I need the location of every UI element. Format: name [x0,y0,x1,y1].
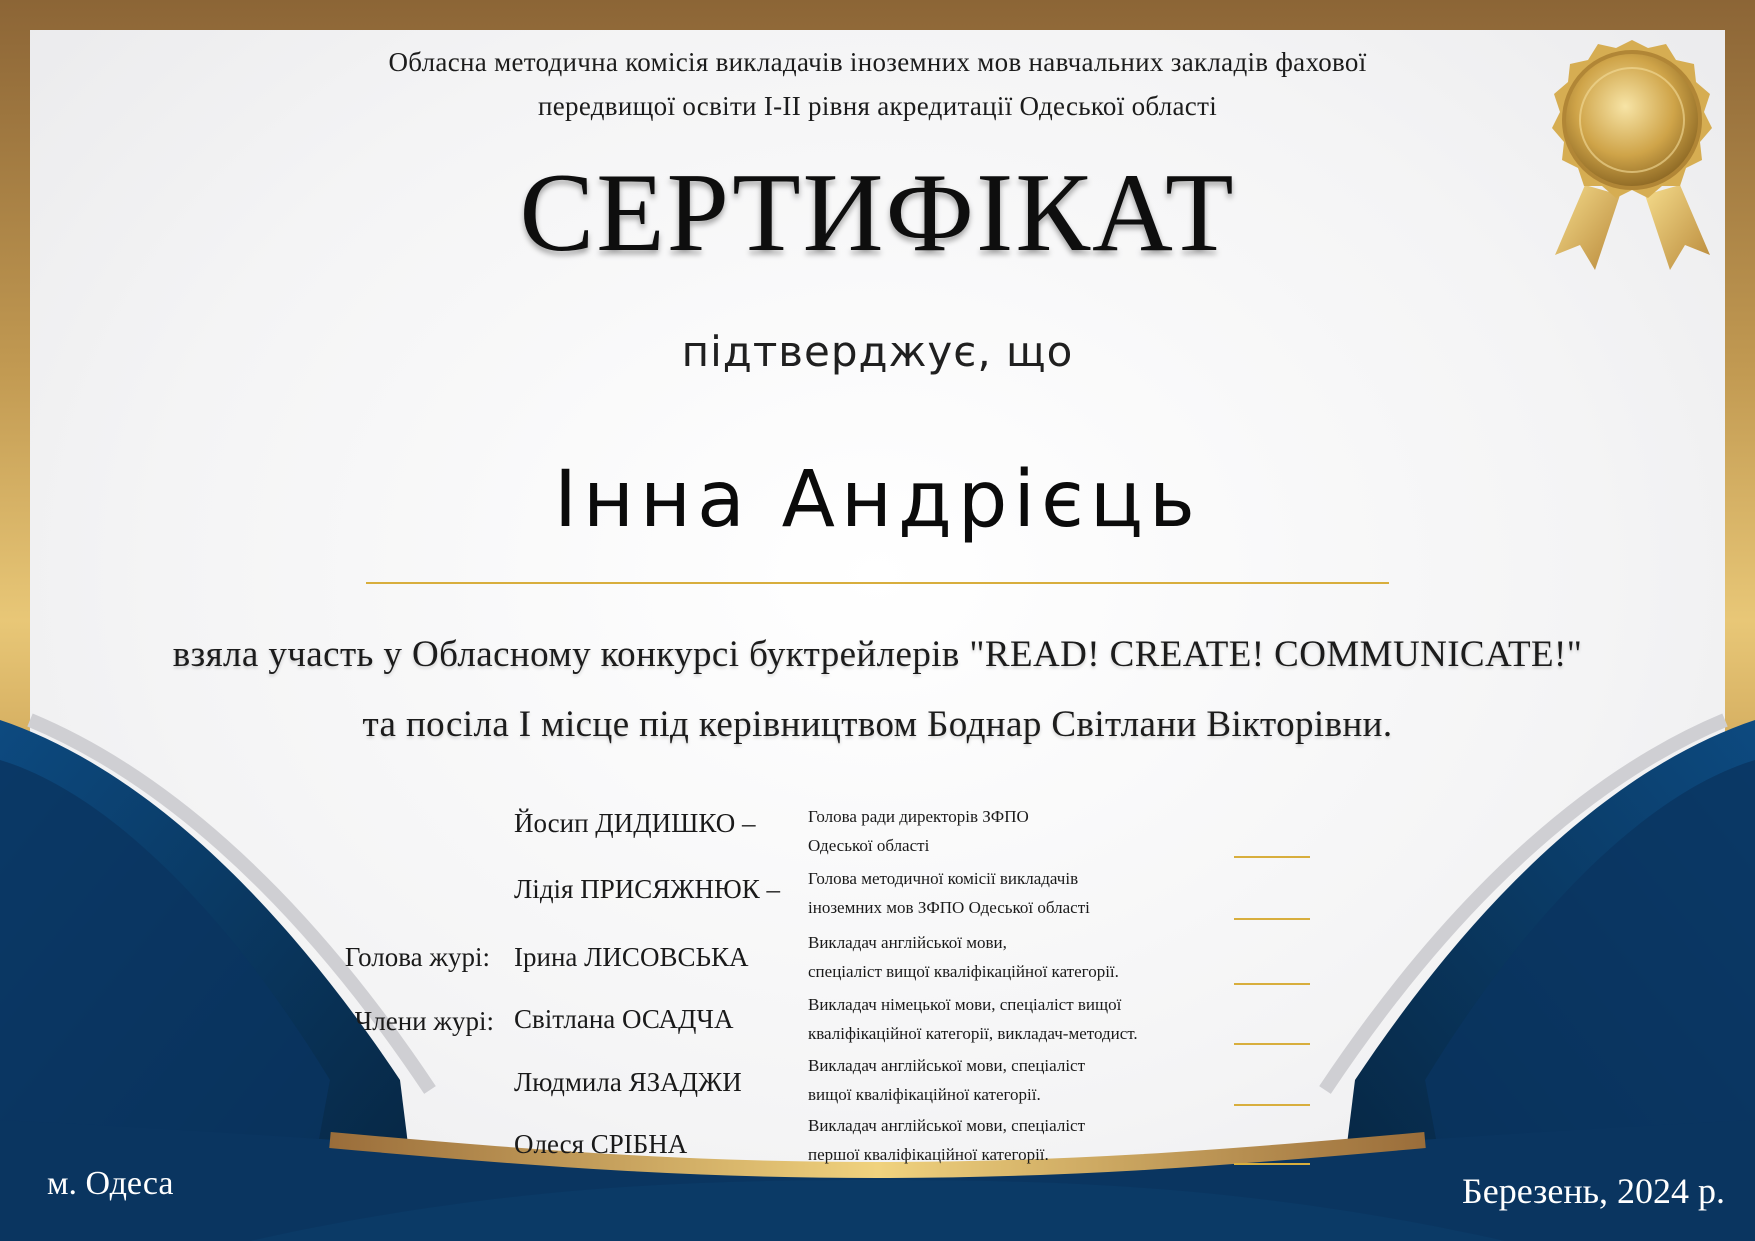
signatory-name: Йосип ДИДИШКО – [514,808,756,838]
signature-line [1234,983,1310,985]
signatory-role-line-1: Голова методичної комісії викладачів [808,869,1079,888]
recipient-name: Інна Андрієць [554,455,1201,545]
signatory-name: Світлана ОСАДЧА [514,1004,734,1034]
organization-line-1: Обласна методична комісія викладачів іноземних мов навчальних закладів фахової [388,47,1367,77]
signatory-role-line-1: Викладач англійської мови, спеціаліст [808,1056,1086,1075]
signatory-role [808,990,1138,1048]
signature-line [1234,1043,1310,1045]
signatory-role-line-1: Викладач англійської мови, спеціаліст [808,1116,1086,1135]
date-label: Березень, 2024 р. [1462,1171,1725,1211]
achievement-description [0,620,1755,760]
signature-line [1234,1163,1310,1165]
signatory-role-line-1: Викладач німецької мови, спеціаліст вищої [808,995,1122,1014]
signatory-role-line-2: вищої кваліфікаційної категорії. [808,1085,1041,1104]
signatory-role-line-1: Викладач англійської мови, [808,933,1007,952]
signatory-role-line-2: кваліфікаційної категорії, викладач-методист. [808,1024,1138,1043]
confirm-text: підтверджує, що [681,327,1074,376]
signatory-name: Олеся СРІБНА [514,1129,688,1159]
signatory-role-line-2: першої кваліфікаційної категорії. [808,1145,1049,1164]
signatory-role [808,1111,1085,1169]
signature-line [1234,856,1310,858]
signatory-role-line-2: іноземних мов ЗФПО Одеської області [808,898,1090,917]
signatory-role [808,864,1090,922]
signatory-role [808,1051,1085,1109]
description-line-2: та посіла І місце під керівництвом Боднар Світлани Вікторівни. [362,704,1393,745]
signatory-label: Члени журі: [354,1006,494,1036]
organization-name [0,40,1755,128]
signatory-role [808,802,1029,860]
city-label: м. Одеса [47,1165,174,1202]
signatory-label: Голова журі: [344,942,490,972]
certificate-title: СЕРТИФІКАТ [519,151,1236,275]
signatory-role-line-2: Одеської області [808,836,930,855]
name-underline [366,582,1389,584]
signatory-name: Лідія ПРИСЯЖНЮК – [514,874,780,904]
organization-line-2: передвищої освіти І-ІІ рівня акредитації Одеської області [538,91,1217,121]
signatory-role-line-1: Голова ради директорів ЗФПО [808,807,1029,826]
description-line-1: взяла участь у Обласному конкурсі буктрейлерів "READ! CREATE! COMMUNICATE!" [172,634,1583,675]
signatory-name: Ірина ЛИСОВСЬКА [514,942,749,972]
signatory-name: Людмила ЯЗАДЖИ [514,1067,742,1097]
signatory-role-line-2: спеціаліст вищої кваліфікаційної категорії. [808,962,1119,981]
signatory-role [808,928,1119,986]
signature-line [1234,918,1310,920]
signature-line [1234,1104,1310,1106]
